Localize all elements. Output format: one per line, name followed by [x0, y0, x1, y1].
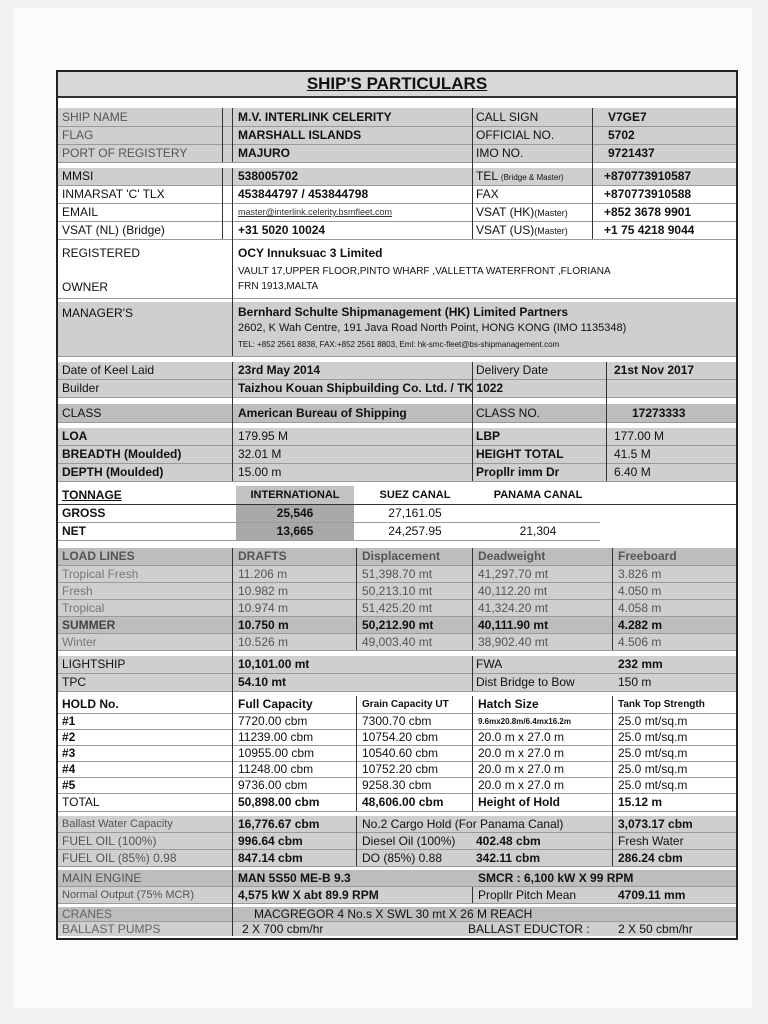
- vsat-nl-value: +31 5020 10024: [238, 223, 326, 237]
- owner-name: OCY Innuksuac 3 Limited: [238, 246, 383, 260]
- cranes-label: CRANES: [62, 907, 113, 921]
- call-sign-label: CALL SIGN: [476, 110, 539, 124]
- lbp-label: LBP: [476, 429, 500, 443]
- holds-header-grain: Grain Capacity UT: [362, 699, 449, 710]
- pitch-label: Propllr Pitch Mean: [478, 888, 577, 902]
- depth-value: 15.00 m: [238, 465, 282, 479]
- loadline-freeboard: 4.282 m: [618, 618, 663, 632]
- fo100-value: 996.64 cbm: [238, 834, 303, 848]
- hold-row: [58, 778, 736, 794]
- loadlines-header-row: [58, 548, 736, 566]
- dist-bow-value: 150 m: [618, 675, 652, 689]
- class-label: CLASS: [62, 406, 102, 420]
- hold-full: 11239.00 cbm: [238, 730, 314, 744]
- cranes-value: MACGREGOR 4 No.s X SWL 30 mt X 26 M REACH: [254, 907, 533, 921]
- hold-hatch: 20.0 m x 27.0 m: [478, 762, 565, 776]
- fo100-label: FUEL OIL (100%): [62, 834, 157, 848]
- breadth-value: 32.01 M: [238, 447, 282, 461]
- loadlines-header-freeboard: Freeboard: [618, 549, 677, 563]
- tonnage-header-row: [58, 486, 736, 505]
- loadline-row: [58, 583, 736, 600]
- normal-output-value: 4,575 kW X abt 89.9 RPM: [238, 888, 379, 902]
- class-value: American Bureau of Shipping: [238, 406, 407, 420]
- hold-row: [58, 746, 736, 762]
- net-international: 13,665: [236, 523, 354, 540]
- gross-international: 25,546: [236, 505, 354, 522]
- hold2-value: 3,073.17 cbm: [618, 817, 693, 831]
- gross-label: GROSS: [62, 506, 106, 520]
- column-divider: [222, 168, 223, 239]
- holds-total-label: TOTAL: [62, 795, 100, 809]
- hold-tank: 25.0 mt/sq.m: [618, 778, 688, 792]
- ballast-pumps-value: 2 X 700 cbm/hr: [242, 922, 324, 936]
- inmarsat-label: INMARSAT 'C' TLX: [62, 187, 165, 201]
- column-divider: [606, 362, 607, 481]
- manager-contact: TEL: +852 2561 8838, FAX:+852 2561 8803, Eml: hk-smc-fleet@bs-shipmanagement.com: [238, 340, 560, 349]
- tpc-label: TPC: [62, 675, 86, 689]
- smcr-value: SMCR : 6,100 kW X 99 RPM: [478, 871, 634, 885]
- column-divider: [356, 696, 357, 811]
- ballast-value: 16,776.67 cbm: [238, 817, 320, 831]
- email-label: EMAIL: [62, 205, 99, 219]
- loadlines-header-drafts: DRAFTS: [238, 549, 287, 563]
- loadline-freeboard: 4.506 m: [618, 635, 662, 649]
- net-label: NET: [62, 524, 86, 538]
- class-no-value: 17273333: [632, 406, 686, 420]
- official-no-value: 5702: [608, 128, 635, 142]
- port-value: MAJURO: [238, 146, 291, 160]
- dist-bow-label: Dist Bridge to Bow: [476, 675, 575, 689]
- lbp-value: 177.00 M: [614, 429, 665, 443]
- hold-hatch: 9.6mx20.8m/6.4mx16.2m: [478, 717, 571, 726]
- loadline-deadweight: 41,297.70 mt: [478, 567, 549, 581]
- propllr-value: 6.40 M: [614, 465, 651, 479]
- hold-no: #3: [62, 746, 76, 760]
- loadline-name: Tropical Fresh: [62, 567, 139, 581]
- owner-address-2: FRN 1913,MALTA: [238, 281, 319, 292]
- loadline-displacement: 51,425.20 mt: [362, 601, 433, 615]
- imo-value: 9721437: [608, 146, 655, 160]
- pitch-value: 4709.11 mm: [618, 888, 686, 902]
- vsat-hk-label: VSAT (HK)(Master): [476, 205, 568, 219]
- fo85-value: 847.14 cbm: [238, 851, 303, 865]
- loadline-freeboard: 3.826 m: [618, 567, 662, 581]
- loadline-freeboard: 4.050 m: [618, 584, 662, 598]
- page-title: SHIP'S PARTICULARS: [306, 74, 488, 93]
- breadth-row: [58, 446, 736, 464]
- owner-row: [58, 242, 736, 299]
- vsat-us-value: +1 75 4218 9044: [604, 223, 695, 237]
- ship-name-label: SHIP NAME: [62, 110, 128, 124]
- holds-header-tank: Tank Top Strength: [618, 699, 705, 710]
- fo85-label: FUEL OIL (85%) 0.98: [62, 851, 177, 865]
- loadline-deadweight: 41,324.20 mt: [478, 601, 549, 615]
- builder-value: Taizhou Kouan Shipbuilding Co. Ltd. / TK 1022: [238, 381, 504, 395]
- loa-label: LOA: [62, 429, 88, 443]
- breadth-label: BREADTH (Moulded): [62, 447, 182, 461]
- column-divider: [472, 108, 473, 239]
- column-divider: [472, 887, 473, 903]
- inmarsat-value: 453844797 / 453844798: [238, 187, 369, 201]
- owner-label-2: OWNER: [62, 280, 108, 294]
- manager-label: MANAGER'S: [62, 306, 133, 320]
- hold-grain: 10754.20 cbm: [362, 730, 439, 744]
- keel-label: Date of Keel Laid: [62, 363, 155, 377]
- cranes-row: [58, 907, 736, 922]
- port-label: PORT OF REGISTERY: [62, 146, 188, 160]
- hold-full: 10955.00 cbm: [238, 746, 315, 760]
- holds-total-grain: 48,606.00 cbm: [362, 795, 444, 809]
- tel-value: +870773910587: [604, 169, 692, 183]
- loadlines-header-name: LOAD LINES: [62, 549, 135, 563]
- lightship-value: 10,101.00 mt: [238, 657, 310, 671]
- hold-no: #4: [62, 762, 76, 776]
- loa-row: [58, 428, 736, 446]
- do85-value: 342.11 cbm: [476, 851, 541, 865]
- normal-output-label: Normal Output (75% MCR): [62, 889, 195, 901]
- hold-grain: 10540.60 cbm: [362, 746, 439, 760]
- tpc-row: [58, 674, 736, 692]
- loadline-row: [58, 634, 736, 651]
- hold-full: 11248.00 cbm: [238, 762, 314, 776]
- net-suez: 24,257.95: [388, 524, 442, 538]
- delivery-label: Delivery Date: [476, 363, 549, 377]
- inmarsat-row: [58, 186, 736, 204]
- hold2-label: No.2 Cargo Hold (For Panama Canal): [362, 817, 564, 831]
- loadline-draft: 10.750 m: [238, 618, 289, 632]
- loadline-deadweight: 40,111.90 mt: [478, 618, 549, 632]
- flag-label: FLAG: [62, 128, 94, 142]
- propllr-label: Propllr imm Dr: [476, 465, 560, 479]
- loadline-deadweight: 40,112.20 mt: [478, 584, 548, 598]
- fresh-water-value: 286.24 cbm: [618, 851, 683, 865]
- tonnage-header-international: INTERNATIONAL: [236, 486, 354, 504]
- hold-tank: 25.0 mt/sq.m: [618, 762, 688, 776]
- hold-no: #5: [62, 778, 76, 792]
- fwa-value: 232 mm: [618, 657, 663, 671]
- hold-hatch: 20.0 m x 27.0 m: [478, 746, 565, 760]
- loadline-freeboard: 4.058 m: [618, 601, 662, 615]
- manager-row: [58, 302, 736, 357]
- normal-output-row: [58, 887, 736, 904]
- fo100-row: [58, 833, 736, 850]
- ship-name-row: [58, 108, 736, 127]
- call-sign-value: V7GE7: [608, 110, 647, 124]
- fo85-row: [58, 850, 736, 867]
- delivery-value: 21st Nov 2017: [614, 363, 695, 377]
- vsat-nl-label: VSAT (NL) (Bridge): [62, 223, 165, 237]
- column-divider: [472, 696, 473, 811]
- loadline-row: [58, 600, 736, 617]
- flag-value: MARSHALL ISLANDS: [238, 128, 362, 142]
- vsat-us-label: VSAT (US)(Master): [476, 223, 568, 237]
- column-divider: [472, 548, 473, 650]
- manager-address: 2602, K Wah Centre, 191 Java Road North Point, HONG KONG (IMO 1135348): [238, 322, 627, 334]
- hold-grain: 9258.30 cbm: [362, 778, 432, 792]
- holds-total-full: 50,898.00 cbm: [238, 795, 320, 809]
- vsat-hk-value: +852 3678 9901: [604, 205, 692, 219]
- port-row: [58, 145, 736, 163]
- tonnage-label: TONNAGE: [62, 488, 122, 502]
- owner-address-1: VAULT 17,UPPER FLOOR,PINTO WHARF ,VALLETTA WATERFRONT ,FLORIANA: [238, 266, 611, 277]
- hold-tank: 25.0 mt/sq.m: [618, 746, 688, 760]
- hold-row: [58, 714, 736, 730]
- loadline-draft: 11.206 m: [238, 567, 288, 581]
- tpc-value: 54.10 mt: [238, 675, 287, 689]
- holds-header-full: Full Capacity: [238, 697, 313, 711]
- fax-value: +870773910588: [604, 187, 692, 201]
- email-link[interactable]: master@interlink.celerity.bsmfleet.com: [238, 207, 393, 217]
- loadline-deadweight: 38,902.40 mt: [478, 635, 549, 649]
- owner-label-1: REGISTERED: [62, 246, 141, 260]
- loadline-name: SUMMER: [62, 618, 116, 632]
- depth-label: DEPTH (Moulded): [62, 465, 164, 479]
- ballast-pumps-label: BALLAST PUMPS: [62, 922, 161, 936]
- imo-label: IMO NO.: [476, 146, 524, 160]
- ballast-label: Ballast Water Capacity: [62, 818, 173, 830]
- main-engine-label: MAIN ENGINE: [62, 871, 142, 885]
- loadline-row-summer: [58, 617, 736, 634]
- net-panama: 21,304: [519, 524, 557, 538]
- loadline-row: [58, 566, 736, 583]
- hold-hatch: 20.0 m x 27.0 m: [478, 730, 565, 744]
- main-engine-row: [58, 870, 736, 887]
- loadline-displacement: 50,212.90 mt: [362, 618, 434, 632]
- column-divider: [232, 168, 233, 356]
- flag-row: [58, 127, 736, 145]
- loadline-draft: 10.974 m: [238, 601, 289, 615]
- official-no-label: OFFICIAL NO.: [476, 128, 555, 142]
- tel-label: TEL (Bridge & Master): [476, 169, 564, 183]
- hold-hatch: 20.0 m x 27.0 m: [478, 778, 565, 792]
- lightship-row: [58, 656, 736, 674]
- loadline-name: Winter: [62, 635, 97, 649]
- depth-row: [58, 464, 736, 482]
- scanned-page: [14, 8, 752, 1008]
- hold-tank: 25.0 mt/sq.m: [618, 730, 688, 744]
- loadline-name: Fresh: [62, 584, 93, 598]
- hold-full: 9736.00 cbm: [238, 778, 308, 792]
- hold-height-value: 15.12 m: [618, 795, 663, 809]
- ship-name-value: M.V. INTERLINK CELERITY: [238, 110, 392, 124]
- column-divider: [472, 656, 473, 691]
- eductor-label: BALLAST EDUCTOR :: [468, 922, 590, 936]
- column-divider: [472, 362, 473, 481]
- holds-header-row: [58, 696, 736, 714]
- loadline-displacement: 50,213.10 mt: [362, 584, 433, 598]
- ballast-row: [58, 816, 736, 833]
- mmsi-row: [58, 168, 736, 186]
- loadlines-header-displacement: Displacement: [362, 549, 441, 563]
- column-divider: [232, 108, 233, 162]
- hold-full: 7720.00 cbm: [238, 714, 308, 728]
- fwa-label: FWA: [476, 657, 503, 671]
- loadline-displacement: 49,003.40 mt: [362, 635, 433, 649]
- hold-grain: 10752.20 cbm: [362, 762, 439, 776]
- class-no-label: CLASS NO.: [476, 406, 541, 420]
- gross-row: [58, 505, 600, 523]
- column-divider: [592, 108, 593, 239]
- keel-value: 23rd May 2014: [238, 363, 321, 377]
- ship-particulars-sheet: [56, 70, 738, 940]
- hold-tank: 25.0 mt/sq.m: [618, 714, 688, 728]
- loa-value: 179.95 M: [238, 429, 289, 443]
- fax-label: FAX: [476, 187, 499, 201]
- ballast-pumps-row: [58, 922, 736, 936]
- do100-value: 402.48 cbm: [476, 834, 541, 848]
- tonnage-header-suez: SUEZ CANAL: [379, 489, 451, 501]
- keel-row: [58, 362, 736, 380]
- hold-row: [58, 762, 736, 778]
- height-label: HEIGHT TOTAL: [476, 447, 564, 461]
- hold-no: #2: [62, 730, 76, 744]
- column-divider: [356, 548, 357, 650]
- column-divider: [612, 696, 613, 866]
- mmsi-value: 538005702: [238, 169, 299, 183]
- column-divider: [612, 548, 613, 650]
- holds-total-row: [58, 794, 736, 812]
- loadlines-header-deadweight: Deadweight: [478, 549, 546, 563]
- holds-header-hatch: Hatch Size: [478, 697, 539, 711]
- tonnage-header-panama: PANAMA CANAL: [493, 489, 583, 501]
- lightship-label: LIGHTSHIP: [62, 657, 126, 671]
- loadline-draft: 10.526 m: [238, 635, 289, 649]
- loadline-name: Tropical: [62, 601, 105, 615]
- column-divider: [356, 816, 357, 866]
- eductor-value: 2 X 50 cbm/hr: [618, 922, 693, 936]
- column-divider: [222, 108, 223, 162]
- loadline-draft: 10.982 m: [238, 584, 289, 598]
- do85-label: DO (85%) 0.88: [362, 851, 443, 865]
- builder-row: [58, 380, 736, 398]
- mmsi-label: MMSI: [62, 169, 94, 183]
- manager-name: Bernhard Schulte Shipmanagement (HK) Limited Partners: [238, 305, 569, 319]
- email-row: [58, 204, 736, 222]
- loadline-displacement: 51,398.70 mt: [362, 567, 433, 581]
- holds-header-no: HOLD No.: [62, 697, 119, 711]
- main-engine-value: MAN 5S50 ME-B 9.3: [238, 871, 351, 885]
- do100-label: Diesel Oil (100%): [362, 834, 456, 848]
- vsat-row: [58, 222, 736, 240]
- hold-no: #1: [62, 714, 76, 728]
- hold-grain: 7300.70 cbm: [362, 714, 432, 728]
- height-value: 41.5 M: [614, 447, 651, 461]
- net-row: [58, 523, 600, 541]
- hold-height-label: Height of Hold: [478, 795, 560, 809]
- column-divider: [232, 362, 233, 481]
- class-row: [58, 404, 736, 423]
- builder-label: Builder: [62, 381, 100, 395]
- column-divider: [232, 548, 233, 936]
- hold-row: [58, 730, 736, 746]
- gross-suez: 27,161.05: [388, 506, 442, 520]
- fresh-water-label: Fresh Water: [618, 834, 684, 848]
- title-bar: [58, 72, 736, 98]
